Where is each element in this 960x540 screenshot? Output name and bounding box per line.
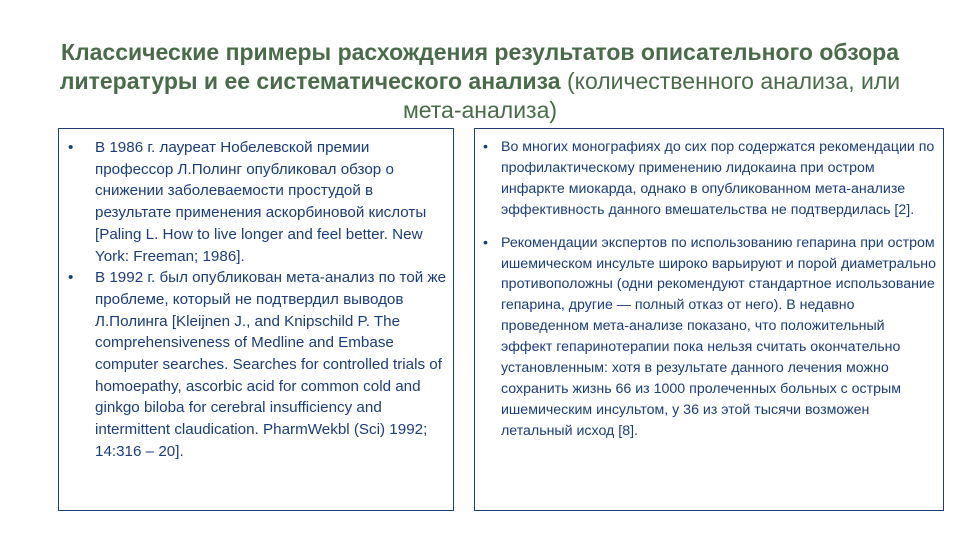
left-list-item <box>67 137 447 267</box>
slide-title <box>40 38 920 125</box>
slide-title-normal: (количественного анализа, или мета-анализа) <box>402 68 901 123</box>
left-item-text: В 1986 г. лауреат Нобелевской премии профессор Л.Полинг опубликовал обзор о снижении заболеваемости простудой в результате применения аскорбиновой кислоты [Paling L. How to live longer and feel better. New York: Freeman; 1986]. <box>95 139 427 265</box>
right-item-text: Во многих монографиях до сих пор содержатся рекомендации по профилактическому применению лидокаина при остром инфаркте миокарда, однако в опубликованном мета-анализе эффективность данного вмешательства не подтвердилась [2]. <box>501 139 935 218</box>
left-list-item <box>67 267 447 462</box>
right-list-item <box>481 137 937 221</box>
bullet-icon: • <box>483 139 488 155</box>
slide-title-bold: Классические примеры расхождения результатов описательного обзора литературы и ее систематического анализа <box>59 39 900 94</box>
bullet-icon: • <box>483 234 488 251</box>
right-bullet-list <box>481 137 937 442</box>
bullet-icon: • <box>68 139 74 156</box>
left-bullet-list <box>67 137 447 463</box>
left-text-panel <box>58 128 454 511</box>
left-item-text: В 1992 г. был опубликован мета-анализ по той же проблеме, который не подтвердил выводов Л.Полинга [Kleijnen J., and Knipschild P. The comprehensiveness of Medline and Embase computer searches. Searches for controlled trials of homoepathy, ascorbic acid for common cold and ginkgo biloba for cerebral insufficiency and intermittent claudication. PharmWekbl (Sci) 1992; 14:316 – 20]. <box>95 269 447 460</box>
right-list-item <box>481 233 937 442</box>
bullet-icon: • <box>68 269 74 287</box>
right-item-text: Рекомендации экспертов по использованию гепарина при остром ишемическом инсульте широко варьируют и порой диаметрально противоположны (одни рекомендуют стандартное использование гепарина, другие — полный отказ от него). В недавно проведенном мета-анализе показано, что положительный эффект гепаринотерапии пока нельзя считать окончательно установленным: хотя в результате данного лечения можно сохранить жизнь 66 из 1000 пролеченных больных с острым ишемическим инсультом, у 36 из этой тысячи возможен летальный исход [8]. <box>501 234 936 439</box>
right-text-panel <box>474 128 944 511</box>
